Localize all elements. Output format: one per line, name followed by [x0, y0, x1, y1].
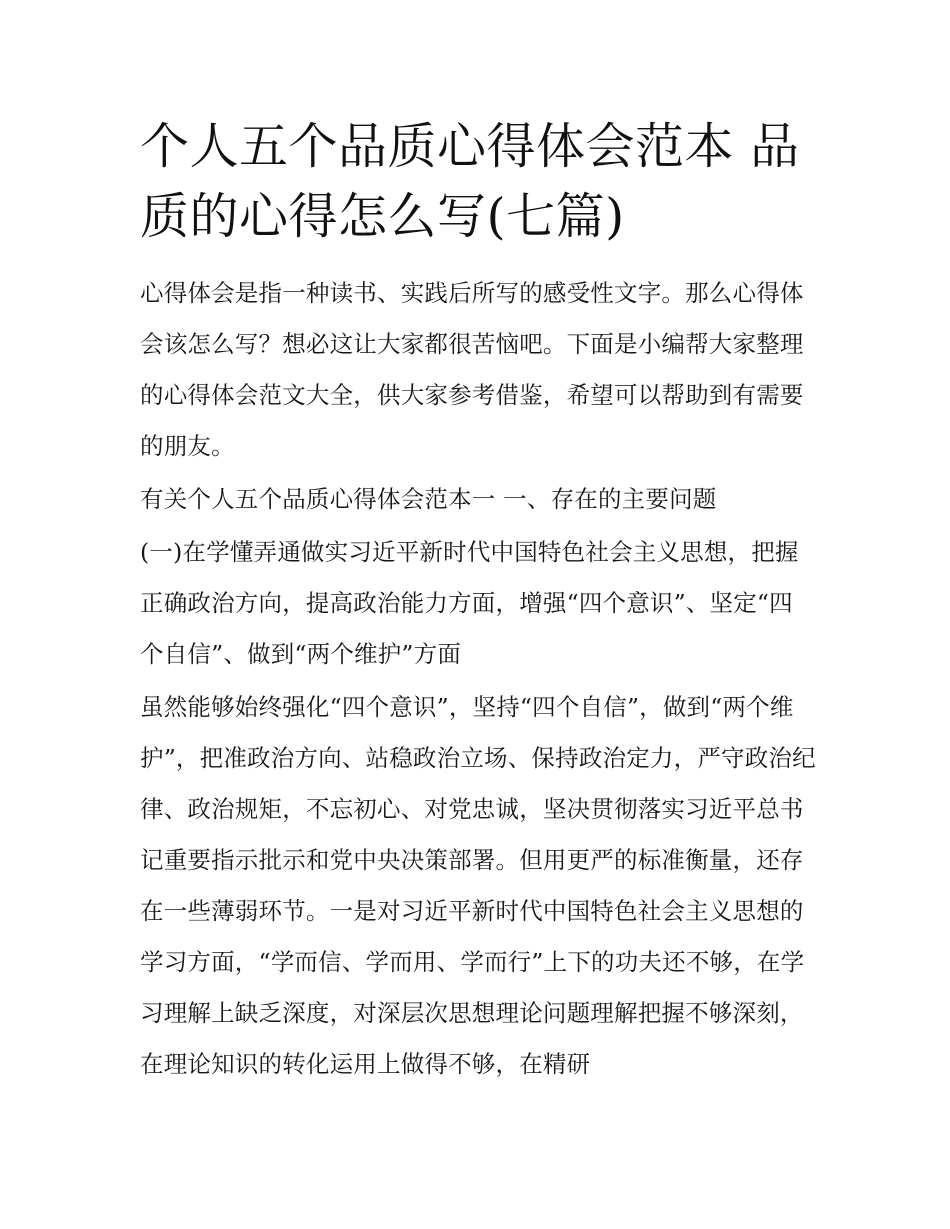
body-paragraph: 虽然能够始终强化“四个意识”，坚持“四个自信”，做到“两个维护”，把准政治方向、站稳政治立场、保持政治定力，严守政治纪律、政治规矩，不忘初心、对党忠诚，坚决贯彻落实习近平总书记重要指示批示和党中央决策部署。但用更严的标准衡量，还存在一些薄弱环节。一是对习近平新时代中国特色社会主义思想的学习方面，“学而信、学而用、学而行”上下的功夫还不够，在学习理解上缺乏深度，对深层次思想理论问题理解把握不够深刻，在理论知识的转化运用上做得不够，在精研: [140, 693, 816, 1078]
intro-paragraph: 心得体会是指一种读书、实践后所写的感受性文字。那么心得体会该怎么写？想必这让大家都很苦恼吧。下面是小编帮大家整理的心得体会范文大全，供大家参考借鉴，希望可以帮助到有需要的朋友。: [140, 279, 804, 460]
document-title: 个人五个品质心得体会范本 品质的心得怎么写(七篇): [140, 118, 800, 245]
subsection-heading-paragraph: (一)在学懂弄通做实习近平新时代中国特色社会主义思想，把握正确政治方向，提高政治能力方面，增强“四个意识”、坚定“四个自信”、做到“两个维护”方面: [140, 538, 799, 668]
document-body: [140, 268, 816, 1090]
document-content: [140, 112, 816, 1092]
section-heading-paragraph: 有关个人五个品质心得体会范本一 一、存在的主要问题: [140, 485, 717, 513]
